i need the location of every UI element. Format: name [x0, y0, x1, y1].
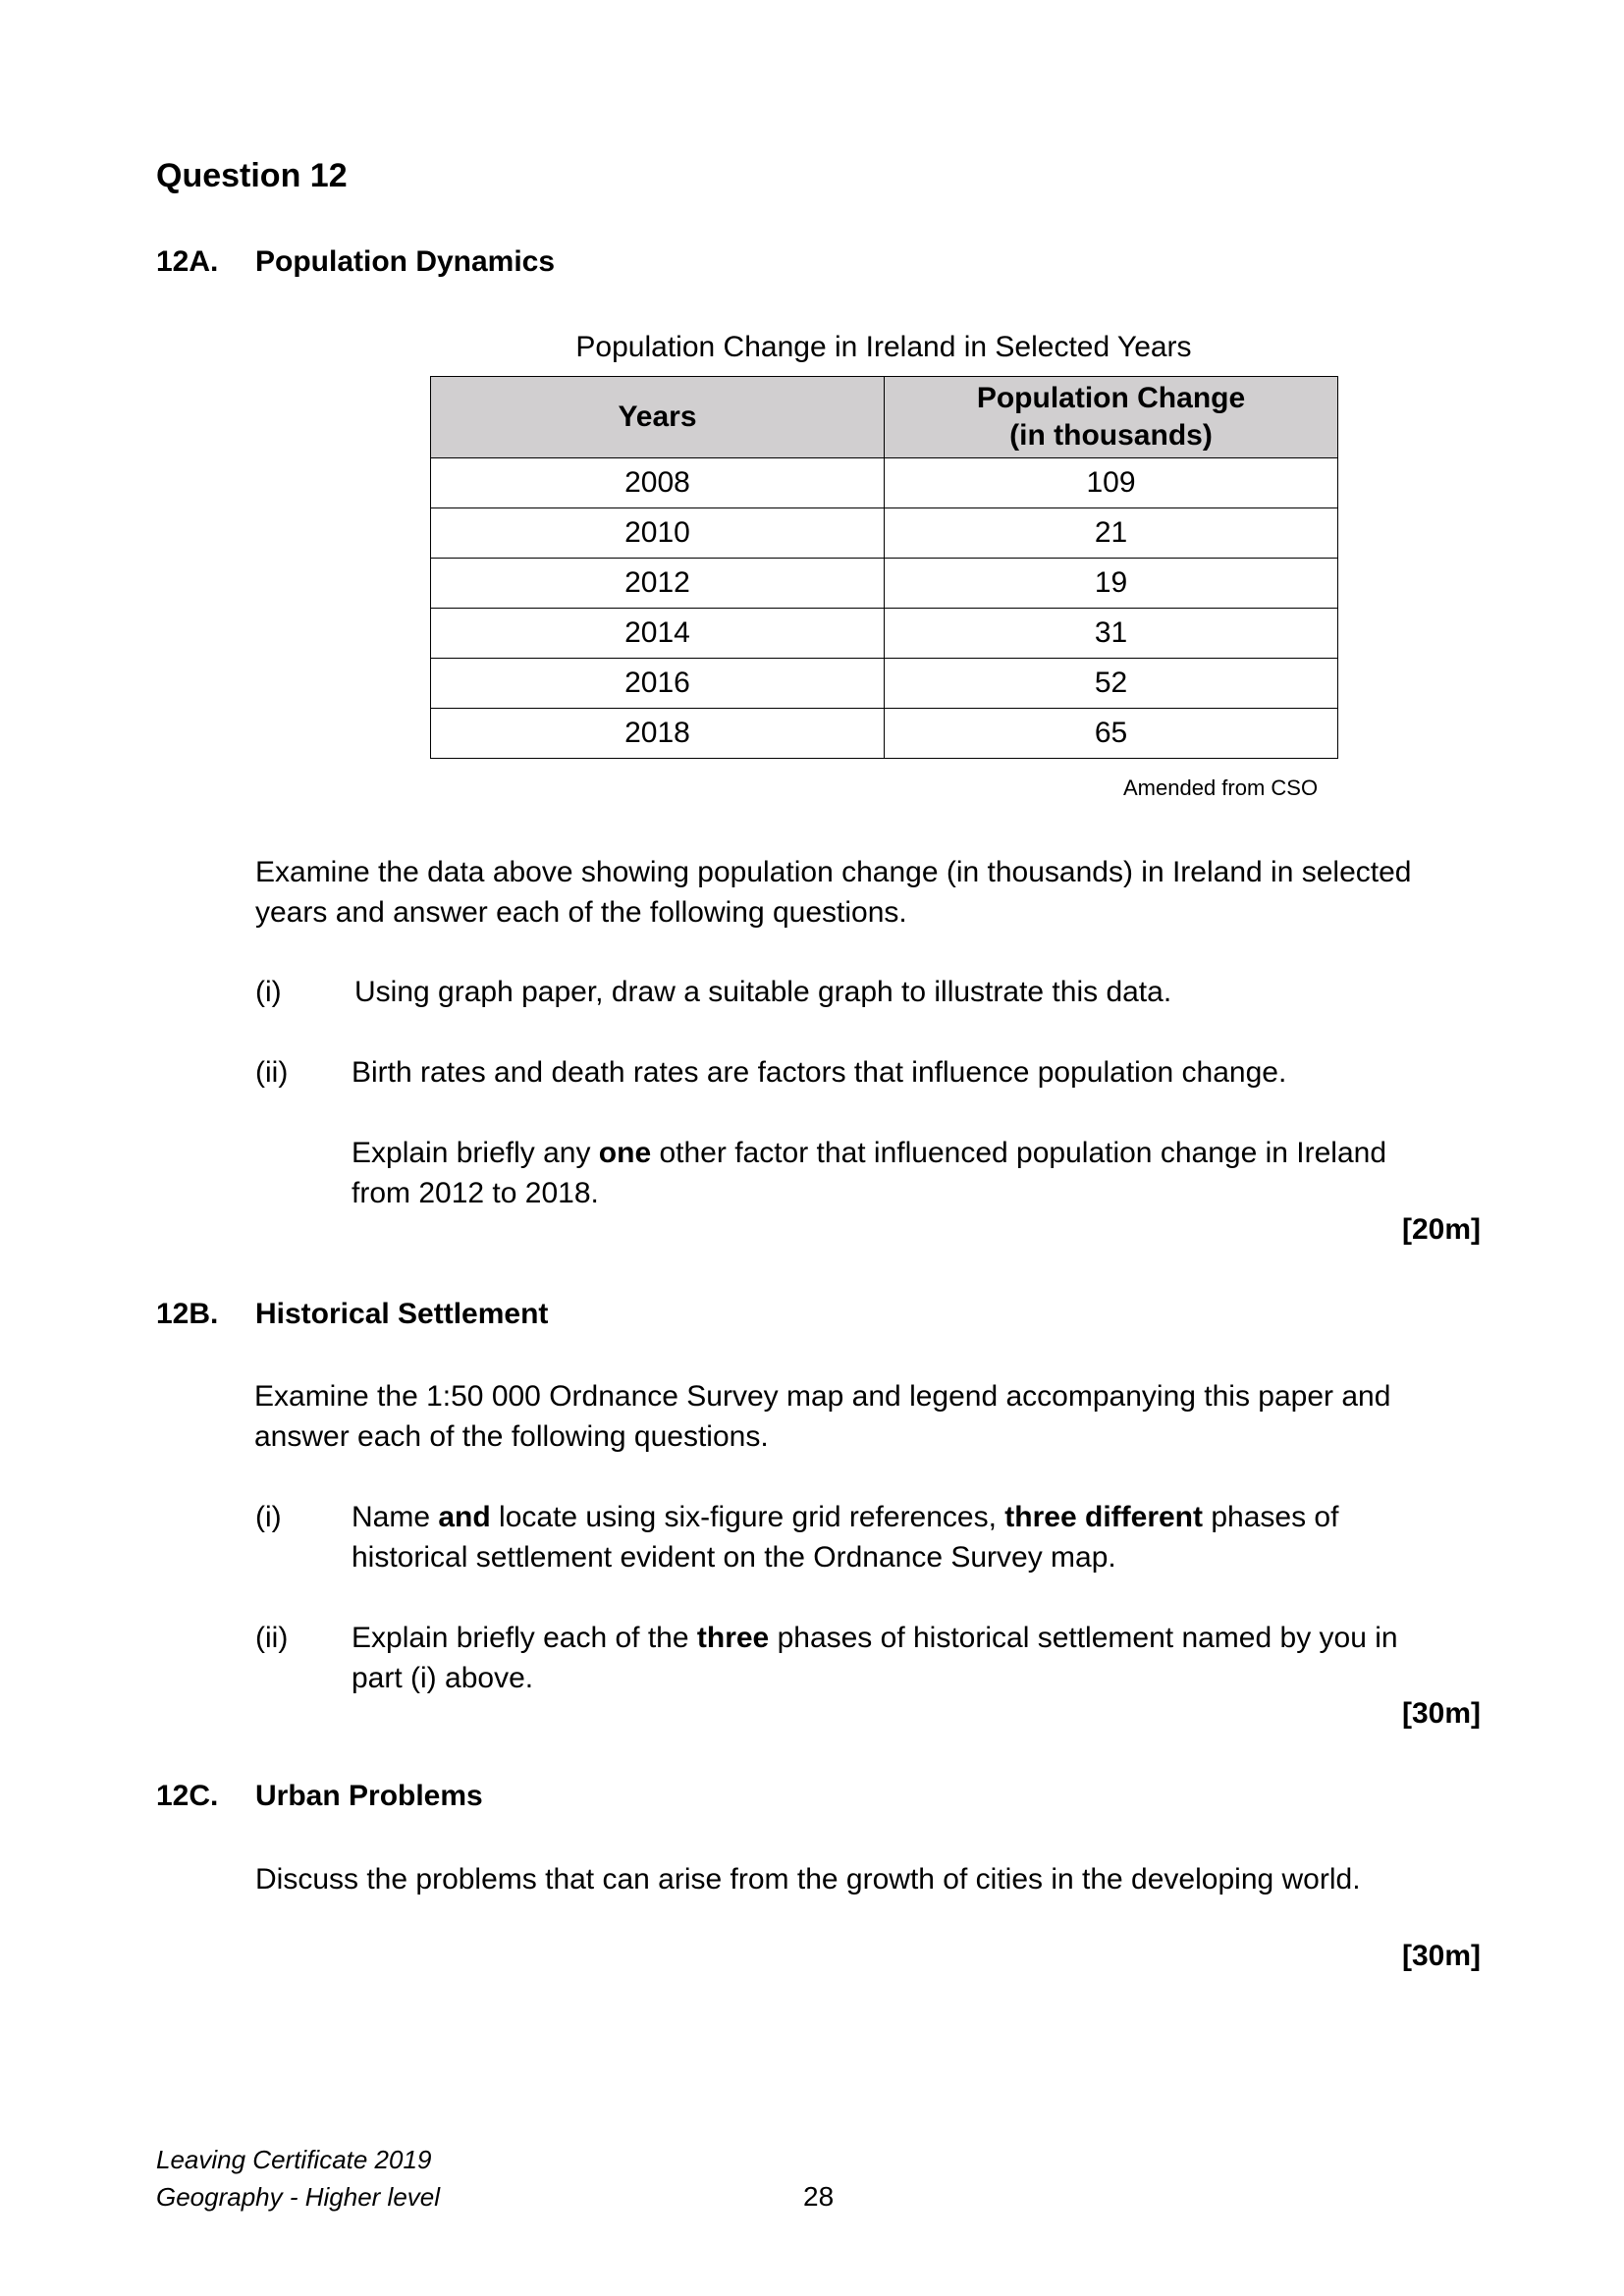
item-text-bold: three [696, 1622, 770, 1654]
cell-change: 19 [885, 559, 1338, 609]
cell-year: 2008 [431, 458, 885, 508]
table-row [431, 659, 1338, 709]
item-text [352, 1618, 1398, 1698]
followup-line-2: from 2012 to 2018. [352, 1177, 599, 1209]
population-table [430, 376, 1338, 759]
table-row [431, 559, 1338, 609]
cell-year: 2018 [431, 709, 885, 759]
item-number: (ii) [255, 1622, 289, 1654]
header-years: Years [431, 377, 885, 458]
cell-year: 2010 [431, 508, 885, 559]
page-number: 28 [803, 2181, 835, 2212]
cell-change: 31 [885, 609, 1338, 659]
item-text-part: locate using six-figure grid references, [490, 1501, 1005, 1533]
item-number: (ii) [255, 1056, 289, 1089]
cell-year: 2014 [431, 609, 885, 659]
section-12a-code: 12A. [156, 245, 219, 278]
followup-text: other factor that influenced population change in Ireland [651, 1137, 1386, 1169]
item-text-bold: and [438, 1501, 491, 1533]
item-number: (i) [255, 976, 282, 1008]
section-12b-title: Historical Settlement [255, 1298, 549, 1330]
item-text-line-1 [352, 1618, 1398, 1658]
section-12a-title: Population Dynamics [255, 245, 556, 278]
table-row [431, 709, 1338, 759]
section-12b-intro-line: Examine the 1:50 000 Ordnance Survey map and legend accompanying this paper and [254, 1380, 1391, 1413]
item-text-part: phases of [1203, 1501, 1339, 1533]
section-12a-item-ii [255, 1052, 1434, 1093]
cell-change: 109 [885, 458, 1338, 508]
item-text [352, 1497, 1338, 1577]
section-12b-intro-line: answer each of the following questions. [254, 1420, 769, 1453]
table-row [431, 508, 1338, 559]
section-12c-marks: [30m] [1401, 1940, 1481, 1972]
table-row [431, 609, 1338, 659]
cell-change: 21 [885, 508, 1338, 559]
item-text-part: Explain briefly each of the [352, 1622, 697, 1654]
section-12b-code: 12B. [156, 1298, 219, 1330]
item-text-line-2: historical settlement evident on the Ordnance Survey map. [352, 1541, 1116, 1574]
section-12a-intro [255, 852, 1411, 933]
followup-line-1 [352, 1133, 1386, 1173]
item-text-bold: three different [1004, 1501, 1203, 1533]
question-title: Question 12 [156, 157, 348, 194]
section-12c-text: Discuss the problems that can arise from the growth of cities in the developing world. [255, 1863, 1361, 1896]
section-12b-item-ii [255, 1618, 1434, 1698]
section-12b-marks: [30m] [1401, 1697, 1481, 1730]
item-text-line-1 [352, 1497, 1338, 1537]
cell-year: 2012 [431, 559, 885, 609]
table-row [431, 458, 1338, 508]
followup-bold: one [598, 1137, 652, 1169]
item-text: Birth rates and death rates are factors that influence population change. [352, 1056, 1287, 1089]
cell-year: 2016 [431, 659, 885, 709]
header-population-change-text: Population Change (in thousands) [976, 382, 1246, 452]
section-12a-intro-line: Examine the data above showing population change (in thousands) in Ireland in selected [255, 856, 1412, 888]
section-12b-intro [254, 1376, 1390, 1457]
item-text-part: Name [352, 1501, 439, 1533]
header-population-change [885, 377, 1338, 458]
item-text: Using graph paper, draw a suitable graph to illustrate this data. [354, 976, 1172, 1008]
section-12a-heading [156, 245, 555, 279]
section-12a-item-ii-followup [352, 1133, 1386, 1213]
table-source-note: Amended from CSO [1123, 775, 1319, 800]
item-text-line-2: part (i) above. [352, 1662, 534, 1694]
item-text-part: phases of historical settlement named by you in [769, 1622, 1398, 1654]
section-12a-marks: [20m] [1401, 1213, 1481, 1246]
section-12c-heading [156, 1780, 483, 1813]
section-12b-item-i [255, 1497, 1434, 1577]
section-12c-code: 12C. [156, 1780, 219, 1812]
footer-subject-level: Geography - Higher level [156, 2182, 441, 2212]
section-12c-title: Urban Problems [255, 1780, 483, 1812]
item-number: (i) [255, 1501, 282, 1533]
cell-change: 52 [885, 659, 1338, 709]
table-header-row [431, 377, 1338, 458]
section-12a-item-i [255, 972, 1434, 1012]
cell-change: 65 [885, 709, 1338, 759]
section-12b-heading [156, 1298, 548, 1331]
table-caption: Population Change in Ireland in Selected Years [575, 331, 1192, 363]
section-12a-intro-line: years and answer each of the following questions. [255, 896, 907, 929]
followup-text: Explain briefly any [352, 1137, 599, 1169]
footer-exam-title: Leaving Certificate 2019 [156, 2145, 432, 2174]
